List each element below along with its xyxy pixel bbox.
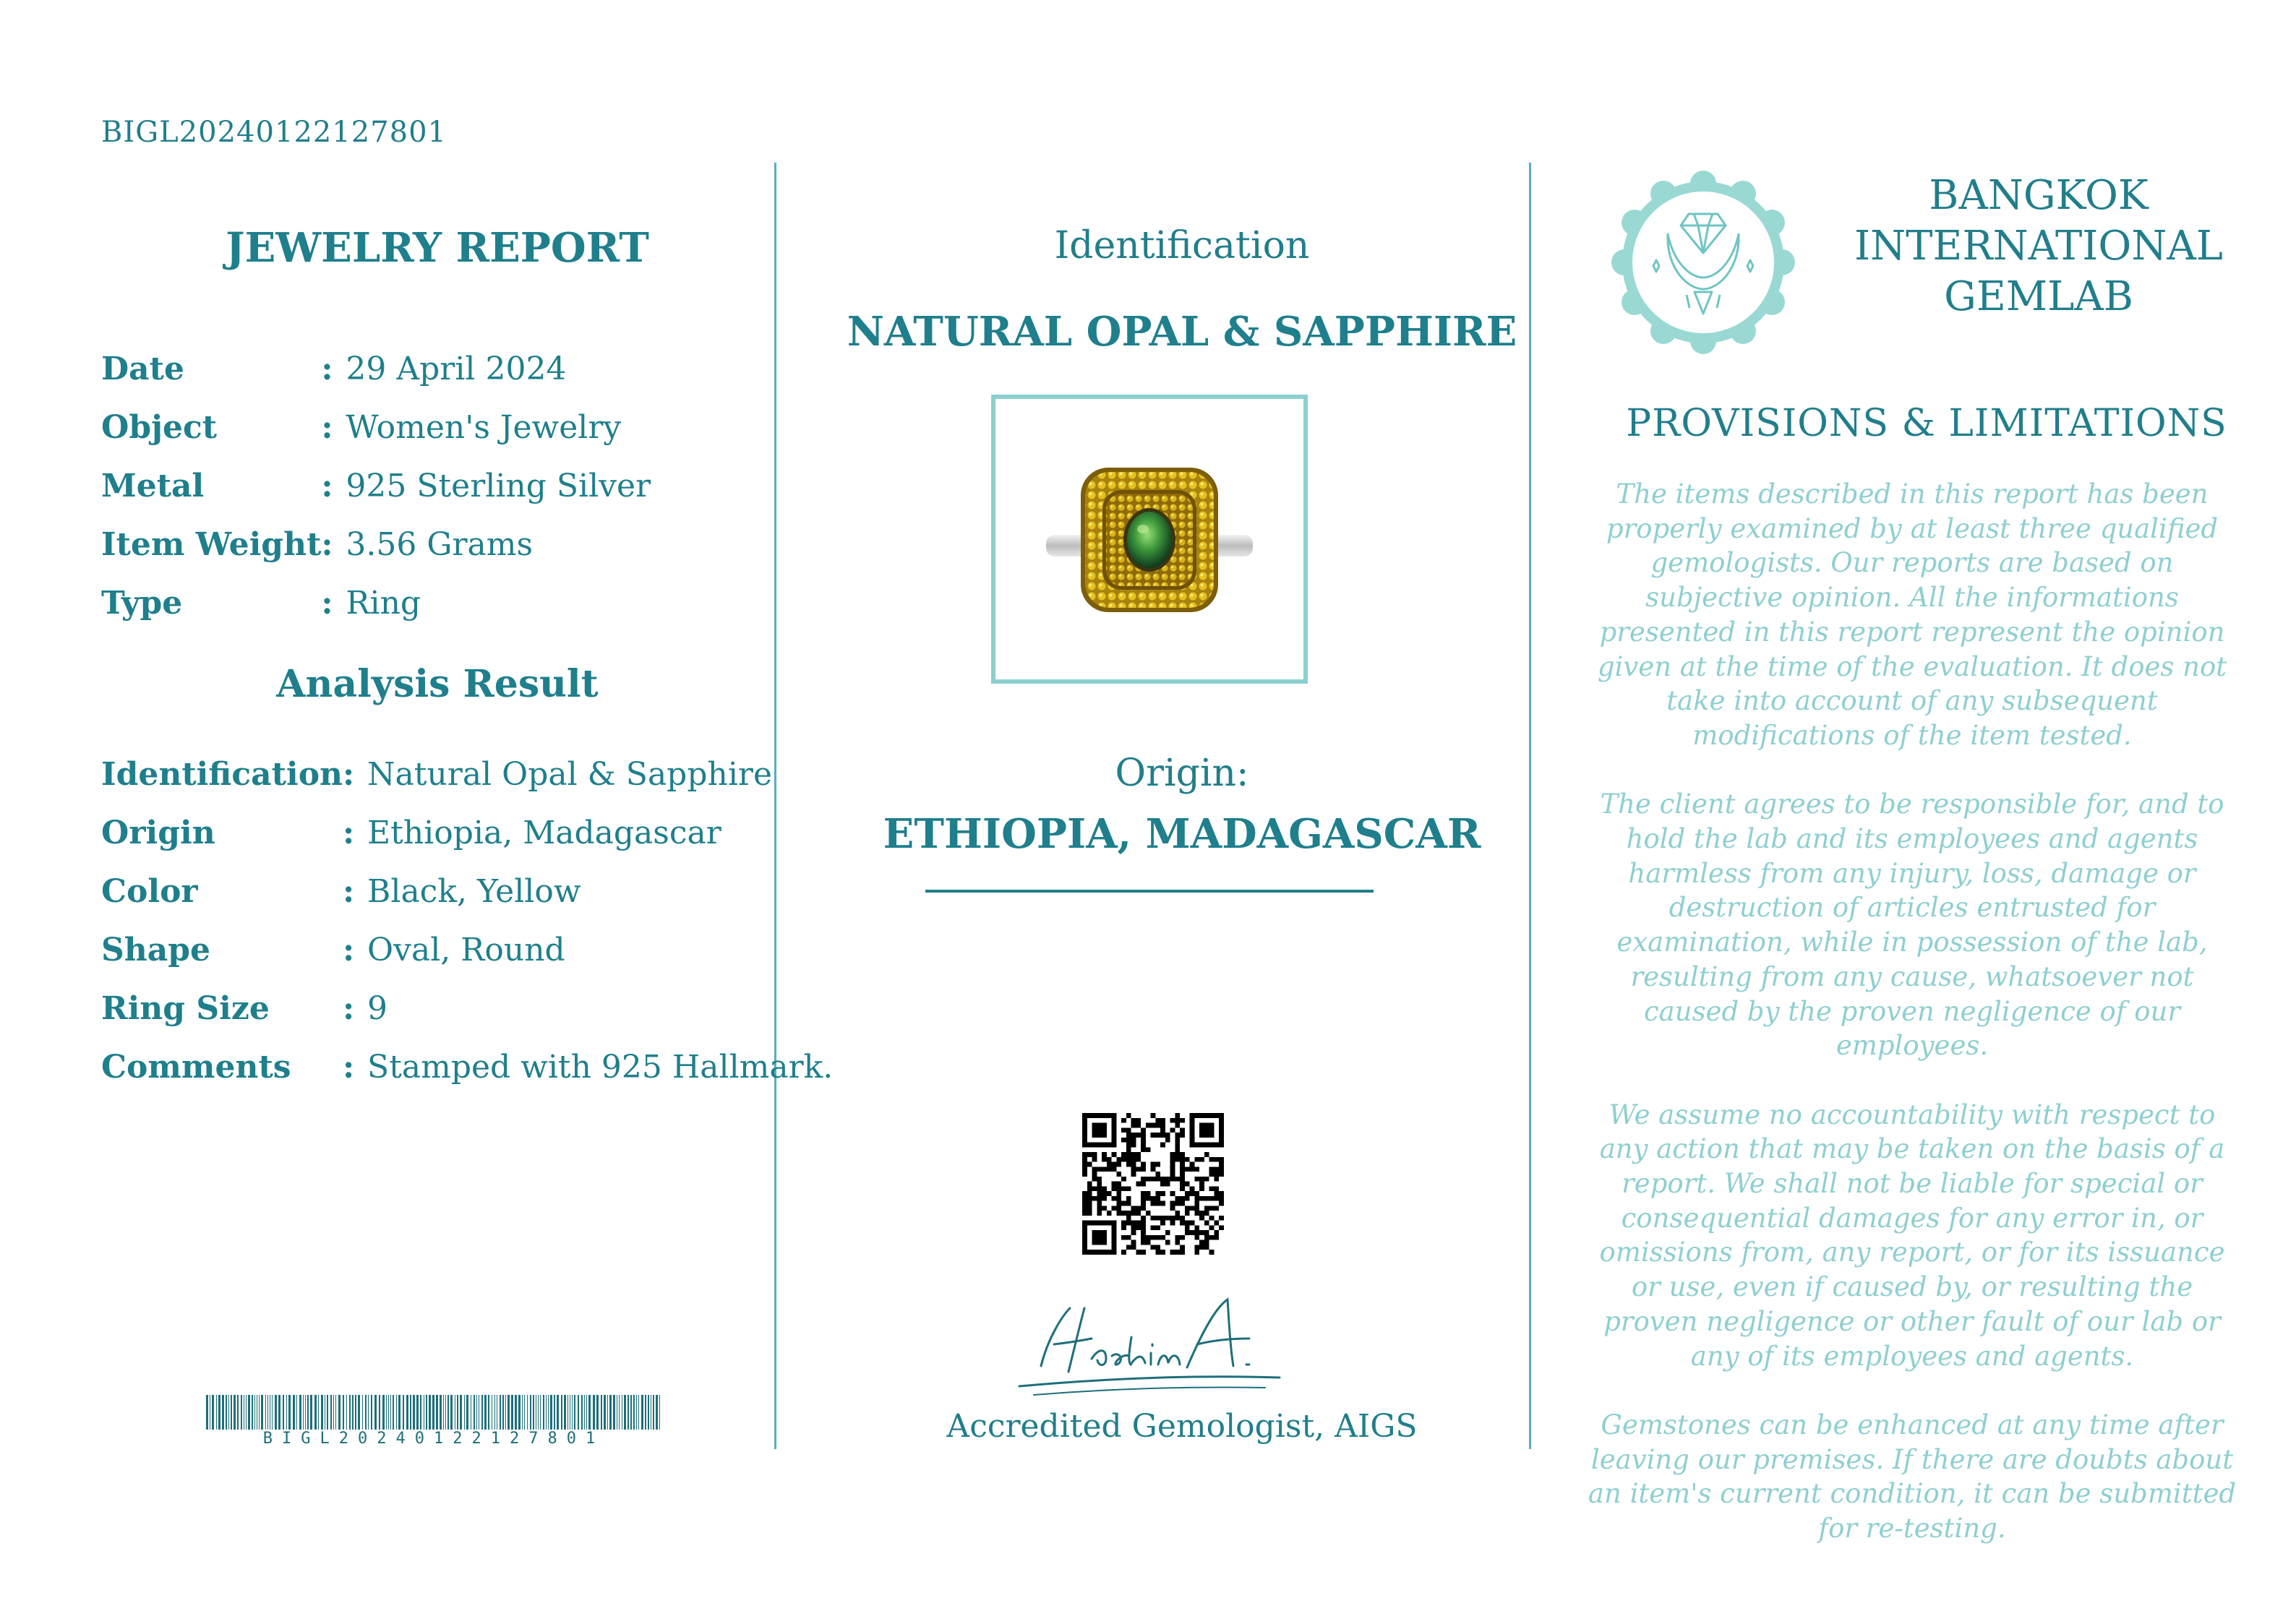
- origin-label: Origin:: [1115, 752, 1249, 795]
- barcode-text: BIGL20240122127801: [262, 1430, 605, 1448]
- result-label-ring-size: Ring Size: [101, 990, 270, 1027]
- result-label-origin: Origin: [101, 815, 215, 851]
- opal-stone: [1127, 512, 1172, 568]
- provisions-paragraph-1: The items described in this report has been properly examined by at least three qualified gemologists. Our reports are based on subjective opinion. All the informations presented in this report represent the opinion given at the time of the evaluation. It does not take into account of any subsequent modifications of the item tested.: [1597, 478, 2227, 751]
- separator: :: [343, 815, 355, 851]
- provisions-paragraph-3: We assume no accountability with respect to any action that may be taken on the basis of a report. We shall not be liable for special or consequential damages for any error in, or omissions from, any report, or for its issuance or use, even if caused by, or resulting the proven negligence or other fault of our lab or any of its employees and agents.: [1599, 1099, 2225, 1372]
- identification-label: Identification: [1054, 224, 1310, 267]
- provisions-paragraph-4: Gemstones can be enhanced at any time after leaving our premises. If there are doubts about an item's current condition, it can be submitted for re-testing.: [1588, 1409, 2237, 1544]
- detail-label-object: Object: [101, 409, 218, 446]
- barcode: [206, 1395, 661, 1430]
- divider-right: [1529, 163, 1531, 1449]
- gemologist-caption: Accredited Gemologist, AIGS: [946, 1408, 1418, 1445]
- result-value-origin: Ethiopia, Madagascar: [367, 815, 721, 851]
- lab-name: [1851, 171, 2227, 322]
- report-title: JEWELRY REPORT: [226, 224, 649, 272]
- identification-value: NATURAL OPAL & SAPPHIRE: [847, 308, 1517, 356]
- lab-name-line-2: INTERNATIONAL: [1854, 223, 2223, 270]
- lab-seal-logo: [1609, 168, 1798, 357]
- table-row: [101, 921, 833, 979]
- report-number: BIGL20240122127801: [101, 116, 447, 149]
- detail-label-date: Date: [101, 351, 184, 387]
- table-row: [101, 515, 651, 574]
- provisions-title: PROVISIONS & LIMITATIONS: [1626, 402, 2227, 445]
- detail-value-type: Ring: [346, 585, 421, 622]
- detail-value-object: Women's Jewelry: [346, 409, 622, 446]
- separator: :: [321, 526, 333, 563]
- lab-name-line-3: GEMLAB: [1944, 273, 2133, 320]
- detail-label-item-weight: Item Weight: [101, 526, 322, 563]
- item-photo-frame: [991, 395, 1308, 684]
- table-row: [101, 1038, 833, 1096]
- table-row: [101, 340, 651, 398]
- detail-value-item-weight: 3.56 Grams: [346, 526, 534, 563]
- result-label-color: Color: [101, 873, 198, 910]
- origin-value: ETHIOPIA, MADAGASCAR: [883, 810, 1481, 858]
- result-label-identification: Identification: [101, 756, 343, 793]
- lab-name-line-1: BANGKOK: [1929, 172, 2149, 219]
- separator: :: [321, 468, 333, 504]
- separator: :: [343, 873, 355, 910]
- separator: :: [321, 351, 333, 387]
- separator: :: [321, 585, 333, 622]
- table-row: [101, 457, 651, 515]
- separator: :: [343, 932, 355, 968]
- analysis-result-title: Analysis Result: [276, 662, 599, 706]
- result-label-comments: Comments: [101, 1049, 291, 1086]
- detail-label-metal: Metal: [101, 468, 205, 504]
- provisions-paragraph-2: The client agrees to be responsible for, and to hold the lab and its employees and agents harmless from any injury, loss, damage or destruction of articles entrusted for examination, while in possession of the lab, resulting from any cause, whatsoever not caused by the proven negligence of our employees.: [1600, 789, 2224, 1062]
- table-row: [101, 979, 833, 1038]
- result-value-identification: Natural Opal & Sapphire: [367, 756, 772, 793]
- table-row: [101, 804, 833, 862]
- opal-highlight: [1137, 525, 1149, 533]
- table-row: [101, 398, 651, 457]
- results-table: [101, 745, 833, 1096]
- result-value-comments: Stamped with 925 Hallmark.: [367, 1049, 834, 1086]
- separator: :: [343, 1049, 355, 1086]
- separator: :: [343, 756, 355, 793]
- details-table: [101, 340, 651, 632]
- table-row: [101, 574, 651, 632]
- detail-value-metal: 925 Sterling Silver: [346, 468, 651, 504]
- provisions-body: [1583, 477, 2241, 1580]
- detail-value-date: 29 April 2024: [346, 351, 567, 387]
- table-row: [101, 745, 833, 804]
- gemologist-signature: [998, 1286, 1301, 1402]
- ring-photo: [995, 399, 1303, 679]
- origin-underline: [925, 890, 1374, 893]
- result-value-ring-size: 9: [367, 990, 388, 1027]
- result-value-shape: Oval, Round: [367, 932, 565, 968]
- detail-label-type: Type: [101, 585, 183, 622]
- separator: :: [321, 409, 333, 446]
- qr-code[interactable]: [1082, 1113, 1224, 1255]
- separator: :: [343, 990, 355, 1027]
- result-value-color: Black, Yellow: [367, 873, 581, 910]
- table-row: [101, 862, 833, 921]
- result-label-shape: Shape: [101, 932, 211, 968]
